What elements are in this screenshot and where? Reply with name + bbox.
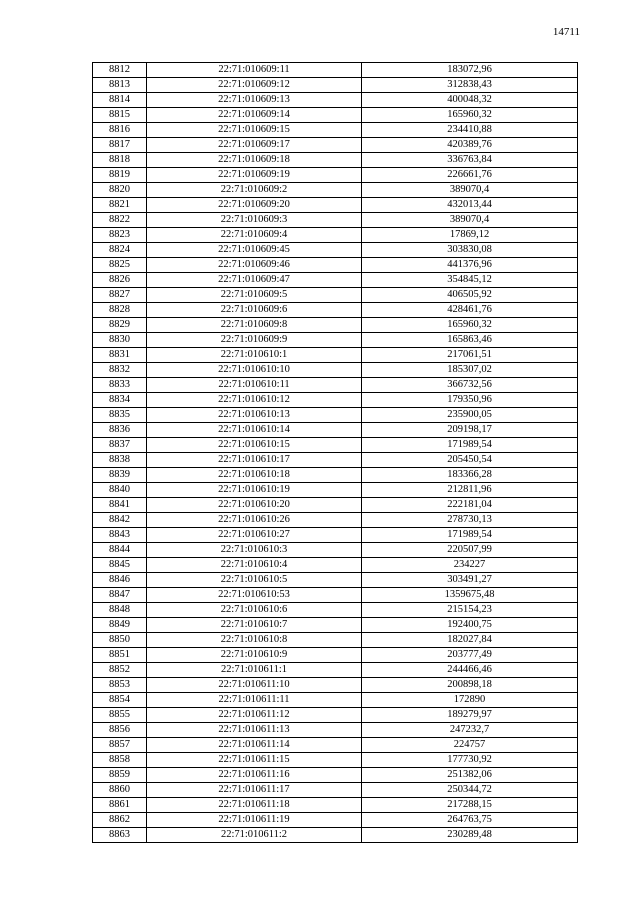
row-number-cell: 8829: [93, 318, 147, 333]
cadastral-number-cell: 22:71:010610:9: [147, 648, 362, 663]
table-row: [93, 768, 578, 783]
table-row: [93, 333, 578, 348]
row-number-cell: 8844: [93, 543, 147, 558]
value-cell: 179350,96: [362, 393, 578, 408]
cadastral-number-cell: 22:71:010609:19: [147, 168, 362, 183]
value-cell: 234227: [362, 558, 578, 573]
registry-table-body: [93, 63, 578, 843]
table-row: [93, 633, 578, 648]
cadastral-number-cell: 22:71:010609:9: [147, 333, 362, 348]
table-row: [93, 153, 578, 168]
cadastral-number-cell: 22:71:010609:17: [147, 138, 362, 153]
row-number-cell: 8815: [93, 108, 147, 123]
value-cell: 17869,12: [362, 228, 578, 243]
value-cell: 247232,7: [362, 723, 578, 738]
table-row: [93, 213, 578, 228]
table-row: [93, 573, 578, 588]
row-number-cell: 8849: [93, 618, 147, 633]
table-row: [93, 543, 578, 558]
table-row: [93, 828, 578, 843]
value-cell: 172890: [362, 693, 578, 708]
value-cell: 264763,75: [362, 813, 578, 828]
value-cell: 217061,51: [362, 348, 578, 363]
value-cell: 354845,12: [362, 273, 578, 288]
row-number-cell: 8813: [93, 78, 147, 93]
row-number-cell: 8854: [93, 693, 147, 708]
row-number-cell: 8833: [93, 378, 147, 393]
table-row: [93, 123, 578, 138]
row-number-cell: 8861: [93, 798, 147, 813]
value-cell: 215154,23: [362, 603, 578, 618]
row-number-cell: 8823: [93, 228, 147, 243]
table-row: [93, 798, 578, 813]
table-row: [93, 513, 578, 528]
table-row: [93, 93, 578, 108]
value-cell: 432013,44: [362, 198, 578, 213]
cadastral-number-cell: 22:71:010611:17: [147, 783, 362, 798]
table-row: [93, 138, 578, 153]
table-row: [93, 723, 578, 738]
table-row: [93, 678, 578, 693]
value-cell: 222181,04: [362, 498, 578, 513]
value-cell: 220507,99: [362, 543, 578, 558]
row-number-cell: 8828: [93, 303, 147, 318]
row-number-cell: 8856: [93, 723, 147, 738]
table-row: [93, 663, 578, 678]
row-number-cell: 8840: [93, 483, 147, 498]
row-number-cell: 8845: [93, 558, 147, 573]
row-number-cell: 8859: [93, 768, 147, 783]
cadastral-number-cell: 22:71:010610:8: [147, 633, 362, 648]
cadastral-number-cell: 22:71:010610:1: [147, 348, 362, 363]
cadastral-number-cell: 22:71:010611:15: [147, 753, 362, 768]
cadastral-number-cell: 22:71:010610:3: [147, 543, 362, 558]
registry-table: [92, 62, 578, 843]
row-number-cell: 8852: [93, 663, 147, 678]
row-number-cell: 8847: [93, 588, 147, 603]
cadastral-number-cell: 22:71:010611:11: [147, 693, 362, 708]
cadastral-number-cell: 22:71:010609:14: [147, 108, 362, 123]
cadastral-number-cell: 22:71:010609:47: [147, 273, 362, 288]
cadastral-number-cell: 22:71:010610:10: [147, 363, 362, 378]
table-row: [93, 753, 578, 768]
cadastral-number-cell: 22:71:010610:6: [147, 603, 362, 618]
row-number-cell: 8835: [93, 408, 147, 423]
table-row: [93, 228, 578, 243]
value-cell: 203777,49: [362, 648, 578, 663]
row-number-cell: 8817: [93, 138, 147, 153]
value-cell: 165960,32: [362, 108, 578, 123]
value-cell: 389070,4: [362, 213, 578, 228]
value-cell: 224757: [362, 738, 578, 753]
table-row: [93, 303, 578, 318]
value-cell: 171989,54: [362, 528, 578, 543]
value-cell: 389070,4: [362, 183, 578, 198]
cadastral-number-cell: 22:71:010610:14: [147, 423, 362, 438]
row-number-cell: 8850: [93, 633, 147, 648]
table-row: [93, 273, 578, 288]
table-row: [93, 738, 578, 753]
row-number-cell: 8821: [93, 198, 147, 213]
row-number-cell: 8830: [93, 333, 147, 348]
value-cell: 183366,28: [362, 468, 578, 483]
cadastral-number-cell: 22:71:010610:5: [147, 573, 362, 588]
cadastral-number-cell: 22:71:010609:45: [147, 243, 362, 258]
cadastral-number-cell: 22:71:010609:8: [147, 318, 362, 333]
cadastral-number-cell: 22:71:010610:20: [147, 498, 362, 513]
cadastral-number-cell: 22:71:010609:11: [147, 63, 362, 78]
value-cell: 251382,06: [362, 768, 578, 783]
table-row: [93, 558, 578, 573]
row-number-cell: 8853: [93, 678, 147, 693]
value-cell: 209198,17: [362, 423, 578, 438]
table-row: [93, 363, 578, 378]
cadastral-number-cell: 22:71:010609:4: [147, 228, 362, 243]
value-cell: 250344,72: [362, 783, 578, 798]
cadastral-number-cell: 22:71:010610:15: [147, 438, 362, 453]
cadastral-number-cell: 22:71:010611:18: [147, 798, 362, 813]
value-cell: 200898,18: [362, 678, 578, 693]
table-row: [93, 528, 578, 543]
row-number-cell: 8839: [93, 468, 147, 483]
row-number-cell: 8843: [93, 528, 147, 543]
row-number-cell: 8851: [93, 648, 147, 663]
row-number-cell: 8834: [93, 393, 147, 408]
cadastral-number-cell: 22:71:010611:10: [147, 678, 362, 693]
value-cell: 217288,15: [362, 798, 578, 813]
row-number-cell: 8824: [93, 243, 147, 258]
table-row: [93, 438, 578, 453]
cadastral-number-cell: 22:71:010611:12: [147, 708, 362, 723]
row-number-cell: 8826: [93, 273, 147, 288]
row-number-cell: 8836: [93, 423, 147, 438]
row-number-cell: 8819: [93, 168, 147, 183]
row-number-cell: 8837: [93, 438, 147, 453]
value-cell: 230289,48: [362, 828, 578, 843]
table-row: [93, 453, 578, 468]
row-number-cell: 8822: [93, 213, 147, 228]
cadastral-number-cell: 22:71:010609:46: [147, 258, 362, 273]
table-row: [93, 423, 578, 438]
table-row: [93, 588, 578, 603]
table-row: [93, 693, 578, 708]
table-row: [93, 708, 578, 723]
row-number-cell: 8841: [93, 498, 147, 513]
cadastral-number-cell: 22:71:010610:11: [147, 378, 362, 393]
row-number-cell: 8814: [93, 93, 147, 108]
value-cell: 171989,54: [362, 438, 578, 453]
value-cell: 428461,76: [362, 303, 578, 318]
row-number-cell: 8848: [93, 603, 147, 618]
value-cell: 234410,88: [362, 123, 578, 138]
cadastral-number-cell: 22:71:010611:16: [147, 768, 362, 783]
cadastral-number-cell: 22:71:010611:14: [147, 738, 362, 753]
cadastral-number-cell: 22:71:010609:15: [147, 123, 362, 138]
value-cell: 420389,76: [362, 138, 578, 153]
row-number-cell: 8812: [93, 63, 147, 78]
value-cell: 165863,46: [362, 333, 578, 348]
table-row: [93, 783, 578, 798]
table-row: [93, 468, 578, 483]
cadastral-number-cell: 22:71:010609:2: [147, 183, 362, 198]
row-number-cell: 8862: [93, 813, 147, 828]
row-number-cell: 8842: [93, 513, 147, 528]
row-number-cell: 8820: [93, 183, 147, 198]
value-cell: 336763,84: [362, 153, 578, 168]
value-cell: 303491,27: [362, 573, 578, 588]
value-cell: 312838,43: [362, 78, 578, 93]
row-number-cell: 8860: [93, 783, 147, 798]
value-cell: 177730,92: [362, 753, 578, 768]
row-number-cell: 8831: [93, 348, 147, 363]
value-cell: 182027,84: [362, 633, 578, 648]
row-number-cell: 8832: [93, 363, 147, 378]
row-number-cell: 8858: [93, 753, 147, 768]
page-number: 14711: [552, 26, 580, 38]
cadastral-number-cell: 22:71:010611:1: [147, 663, 362, 678]
cadastral-number-cell: 22:71:010609:20: [147, 198, 362, 213]
cadastral-number-cell: 22:71:010610:4: [147, 558, 362, 573]
cadastral-number-cell: 22:71:010610:13: [147, 408, 362, 423]
value-cell: 244466,46: [362, 663, 578, 678]
table-row: [93, 498, 578, 513]
table-row: [93, 288, 578, 303]
value-cell: 303830,08: [362, 243, 578, 258]
cadastral-number-cell: 22:71:010609:13: [147, 93, 362, 108]
cadastral-number-cell: 22:71:010611:19: [147, 813, 362, 828]
cadastral-number-cell: 22:71:010609:3: [147, 213, 362, 228]
value-cell: 366732,56: [362, 378, 578, 393]
table-row: [93, 618, 578, 633]
table-row: [93, 408, 578, 423]
table-row: [93, 483, 578, 498]
cadastral-number-cell: 22:71:010610:26: [147, 513, 362, 528]
table-row: [93, 378, 578, 393]
value-cell: 212811,96: [362, 483, 578, 498]
value-cell: 226661,76: [362, 168, 578, 183]
table-row: [93, 168, 578, 183]
value-cell: 1359675,48: [362, 588, 578, 603]
cadastral-number-cell: 22:71:010610:19: [147, 483, 362, 498]
cadastral-number-cell: 22:71:010610:12: [147, 393, 362, 408]
table-row: [93, 78, 578, 93]
value-cell: 400048,32: [362, 93, 578, 108]
row-number-cell: 8846: [93, 573, 147, 588]
value-cell: 185307,02: [362, 363, 578, 378]
table-row: [93, 348, 578, 363]
row-number-cell: 8863: [93, 828, 147, 843]
value-cell: 406505,92: [362, 288, 578, 303]
cadastral-number-cell: 22:71:010609:5: [147, 288, 362, 303]
row-number-cell: 8818: [93, 153, 147, 168]
table-row: [93, 198, 578, 213]
value-cell: 205450,54: [362, 453, 578, 468]
cadastral-number-cell: 22:71:010609:18: [147, 153, 362, 168]
table-row: [93, 393, 578, 408]
table-row: [93, 258, 578, 273]
cadastral-number-cell: 22:71:010610:53: [147, 588, 362, 603]
cadastral-number-cell: 22:71:010611:2: [147, 828, 362, 843]
row-number-cell: 8825: [93, 258, 147, 273]
table-row: [93, 648, 578, 663]
cadastral-number-cell: 22:71:010609:12: [147, 78, 362, 93]
cadastral-number-cell: 22:71:010610:27: [147, 528, 362, 543]
table-row: [93, 603, 578, 618]
value-cell: 165960,32: [362, 318, 578, 333]
cadastral-number-cell: 22:71:010609:6: [147, 303, 362, 318]
table-row: [93, 243, 578, 258]
cadastral-number-cell: 22:71:010610:18: [147, 468, 362, 483]
value-cell: 278730,13: [362, 513, 578, 528]
row-number-cell: 8827: [93, 288, 147, 303]
value-cell: 189279,97: [362, 708, 578, 723]
row-number-cell: 8816: [93, 123, 147, 138]
table-row: [93, 813, 578, 828]
table-row: [93, 63, 578, 78]
table-row: [93, 318, 578, 333]
table-row: [93, 108, 578, 123]
cadastral-number-cell: 22:71:010610:7: [147, 618, 362, 633]
value-cell: 192400,75: [362, 618, 578, 633]
row-number-cell: 8855: [93, 708, 147, 723]
value-cell: 441376,96: [362, 258, 578, 273]
table-row: [93, 183, 578, 198]
value-cell: 235900,05: [362, 408, 578, 423]
row-number-cell: 8857: [93, 738, 147, 753]
cadastral-number-cell: 22:71:010611:13: [147, 723, 362, 738]
row-number-cell: 8838: [93, 453, 147, 468]
cadastral-number-cell: 22:71:010610:17: [147, 453, 362, 468]
value-cell: 183072,96: [362, 63, 578, 78]
